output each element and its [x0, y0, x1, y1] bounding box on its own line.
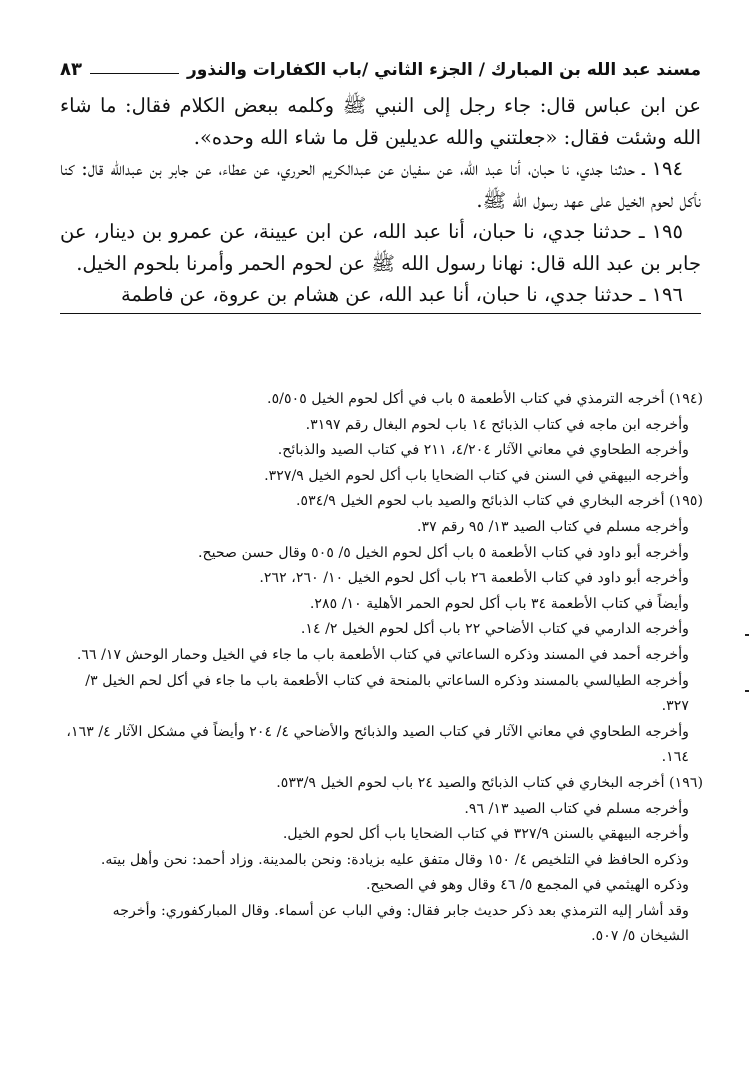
- footnote-line: وقد أشار إليه الترمذي بعد ذكر حديث جابر فقال: وفي الباب عن أسماء. وقال المباركفوري: وأخرجه الشيخان ٥/ ٥٠٧.: [112, 902, 689, 945]
- hadith-195: ١٩٥ ـ حدثنا جدي، نا حبان، أنا عبد الله، عن ابن عيينة، عن عمرو بن دينار، عن جابر بن عبد الله قال: نهانا رسول الله ﷺ عن لحوم الحمر وأمرنا بلحوم الخيل.: [60, 220, 701, 275]
- footnote-line: وأخرجه ابن ماجه في كتاب الذبائح ١٤ باب لحوم البغال رقم ٣١٩٧.: [305, 416, 689, 433]
- footnote-line: وأخرجه أبو داود في كتاب الأطعمة ٥ باب أكل لحوم الخيل ٥/ ٥٠٥ وقال حسن صحيح.: [197, 544, 689, 561]
- footnote-line: وأخرجه البيهقي في السنن في كتاب الضحايا باب أكل لحوم الخيل ٣٢٧/٩.: [264, 467, 689, 484]
- paragraph-continuation: عن ابن عباس قال: جاء رجل إلى النبي ﷺ وكلمه ببعض الكلام فقال: ما شاء الله وشئت فقال: «جعلتني والله عديلين قل ما شاء الله وحده».: [60, 94, 701, 149]
- header-rule: [90, 73, 179, 74]
- footnote-line: وذكره الحافظ في التلخيص ٤/ ١٥٠ وقال متفق عليه بزيادة: ونحن بالمدينة. وزاد أحمد: نحن وأهل بيته.: [100, 851, 689, 868]
- footnote-line: وذكره الهيثمي في المجمع ٥/ ٤٦ وقال وهو في الصحيح.: [365, 877, 689, 894]
- footnotes: [60, 387, 703, 950]
- scan-mark: [745, 634, 749, 636]
- footnote-line: وأخرجه الدارمي في كتاب الأضاحي ٢٢ باب أكل لحوم الخيل ٢/ ١٤.: [300, 621, 689, 638]
- footnote-line: (١٩٥) أخرجه البخاري في كتاب الذبائح والصيد باب لحوم الخيل ٥٣٤/٩.: [296, 493, 703, 510]
- footnote-line: وأخرجه البيهقي بالسنن ٣٢٧/٩ في كتاب الضحايا باب أكل لحوم الخيل.: [282, 826, 689, 843]
- hadith-194: ١٩٤ ـ حدثنا جدي، نا حبان، أنا عبد الله، عن سفيان عن عبدالكريم الحرري، عن عطاء، عن جابر بن عبدالله قال: كنا نأكل لحوم الخيل على عهد رسول الله ﷺ.: [60, 157, 701, 212]
- footnote-line: وأخرجه أبو داود في كتاب الأطعمة ٢٦ باب أكل لحوم الخيل ١٠/ ٢٦٠، ٢٦٢.: [259, 570, 689, 587]
- footnote-line: (١٩٦) أخرجه البخاري في كتاب الذبائح والصيد ٢٤ باب لحوم الخيل ٥٣٣/٩.: [276, 774, 703, 791]
- running-header: [60, 52, 701, 80]
- footnote-line: وأخرجه مسلم في كتاب الصيد ١٣/ ٩٦.: [464, 800, 689, 817]
- footnote-line: وأخرجه أحمد في المسند وذكره الساعاتي في كتاب الأطعمة باب ما جاء في الخيل وحمار الوحش ١٧/ ٦٦.: [76, 646, 689, 663]
- main-text: [60, 90, 701, 314]
- footnote-line: وأخرجه الطيالسي بالمسند وذكره الساعاتي بالمنحة في كتاب الأطعمة باب ما جاء في أكل لحم الخيل ٣/ ٣٢٧.: [85, 672, 689, 715]
- scan-mark: [745, 690, 749, 692]
- footnote-line: وأخرجه الطحاوي في معاني الآثار ٤/٢٠٤، ٢١١ في كتاب الصيد والذبائح.: [277, 442, 689, 459]
- footnote-line: وأخرجه مسلم في كتاب الصيد ١٣/ ٩٥ رقم ٣٧.: [416, 518, 689, 535]
- hadith-196: ١٩٦ ـ حدثنا جدي، نا حبان، أنا عبد الله، عن هشام بن عروة، عن فاطمة: [60, 279, 701, 314]
- header-title: مسند عبد الله بن المبارك / الجزء الثاني /باب الكفارات والنذور: [187, 60, 701, 80]
- footnote-line: (١٩٤) أخرجه الترمذي في كتاب الأطعمة ٥ باب في أكل لحوم الخيل ٥/٥٠٥.: [267, 391, 703, 407]
- footnote-line: وأيضاً في كتاب الأطعمة ٣٤ باب أكل لحوم الحمر الأهلية ١٠/ ٢٨٥.: [309, 595, 689, 612]
- page-number: ٨٣: [60, 59, 82, 80]
- footnote-line: وأخرجه الطحاوي في معاني الآثار في كتاب الصيد والذبائح والأضاحي ٤/ ٢٠٤ وأيضاً في مشكل الآثار ٤/ ١٦٣، ١٦٤.: [66, 723, 689, 766]
